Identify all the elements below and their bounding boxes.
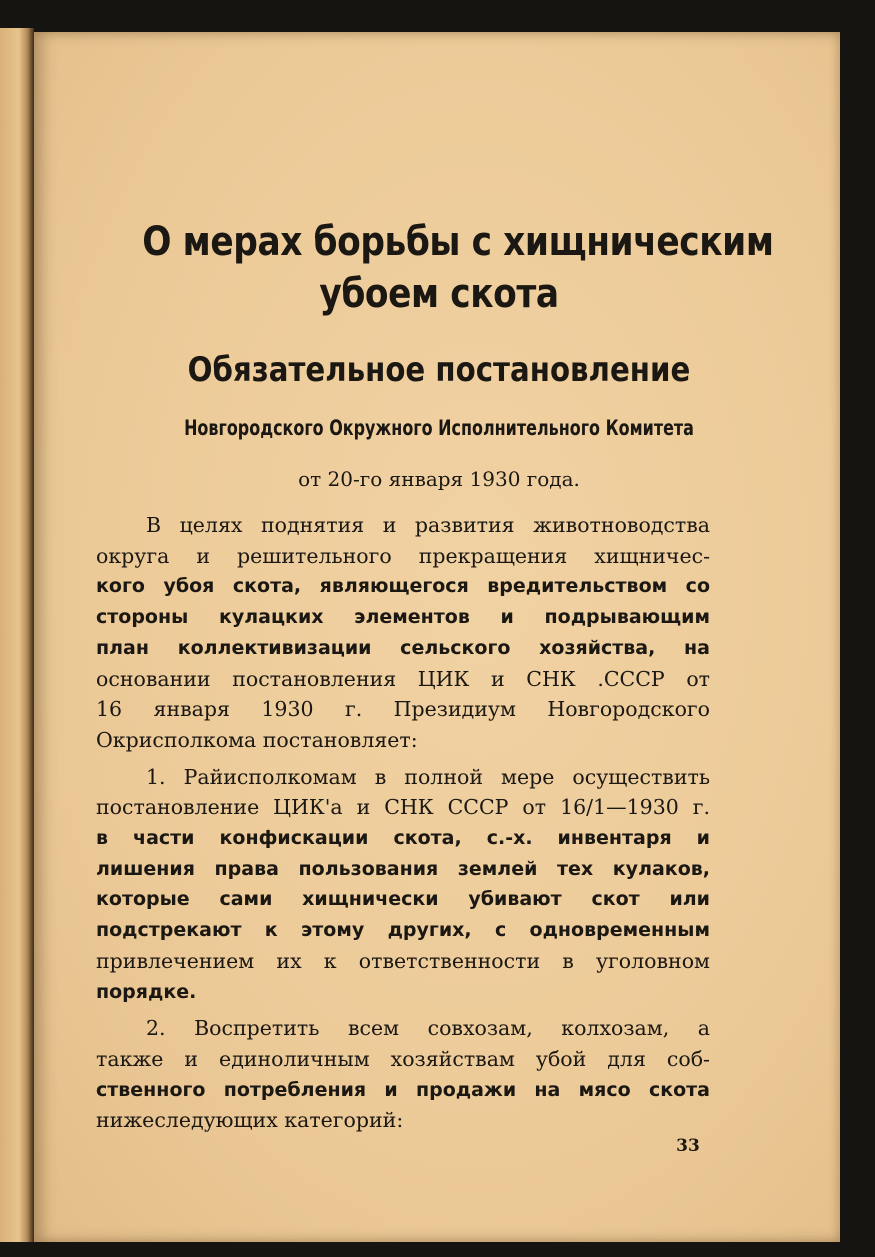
text-line: ственного потребления и продажи на мясо скота xyxy=(96,1078,710,1101)
text-line: которые сами хищнически убивают скот или xyxy=(96,888,710,911)
title-line: убоем скота xyxy=(319,271,559,317)
text-line: план коллективизации сельского хозяйства, на xyxy=(96,636,710,659)
paragraph-preamble xyxy=(96,510,710,756)
text-line: постановление ЦИК'а и СНК СССР от 16/1—1930 г. xyxy=(96,795,710,820)
text-line: подстрекают к этому других, с одновременным xyxy=(96,919,710,942)
title-line: О мерах борьбы с хищническим xyxy=(142,219,774,265)
paragraph-item-2 xyxy=(96,1013,710,1136)
document-title xyxy=(142,216,774,320)
text-line: также и единоличным хозяйствам убой для соб- xyxy=(96,1046,710,1071)
text-line: основании постановления ЦИК и СНК .СССР от xyxy=(96,666,710,691)
page-number: 33 xyxy=(676,1136,700,1156)
text-line: 2. Воспретить всем совхозам, колхозам, а xyxy=(146,1016,710,1041)
book-page xyxy=(34,32,840,1242)
text-line: привлечением их к ответственности в уголовном xyxy=(96,948,710,973)
paragraph-item-1 xyxy=(96,762,710,1008)
text-line: В целях поднятия и развития животноводства xyxy=(146,513,710,537)
text-line: округа и решительного прекращения хищничес- xyxy=(96,543,710,568)
text-line: порядке. xyxy=(96,980,197,1003)
document-body xyxy=(96,510,710,1136)
text-line: в части конфискации скота, с.-х. инвентаря и xyxy=(96,827,710,850)
document-date: от 20-го января 1930 года. xyxy=(298,467,580,491)
text-line: кого убоя скота, являющегося вредительством со xyxy=(96,575,710,598)
text-line: 16 января 1930 г. Президиум Новгородского xyxy=(96,697,710,722)
text-line: нижеследующих категорий: xyxy=(96,1108,404,1133)
text-line: лишения права пользования землей тех кулаков, xyxy=(96,857,710,880)
document-subtitle: Обязательное постановление xyxy=(187,350,691,390)
text-line: Окрисполкома постановляет: xyxy=(96,727,418,752)
text-line: 1. Райисполкомам в полной мере осуществить xyxy=(146,764,710,789)
book-binding-edge xyxy=(0,28,34,1242)
issuing-body: Новгородского Окружного Исполнительного Комитета xyxy=(184,416,694,440)
text-line: стороны кулацких элементов и подрывающим xyxy=(96,606,710,629)
